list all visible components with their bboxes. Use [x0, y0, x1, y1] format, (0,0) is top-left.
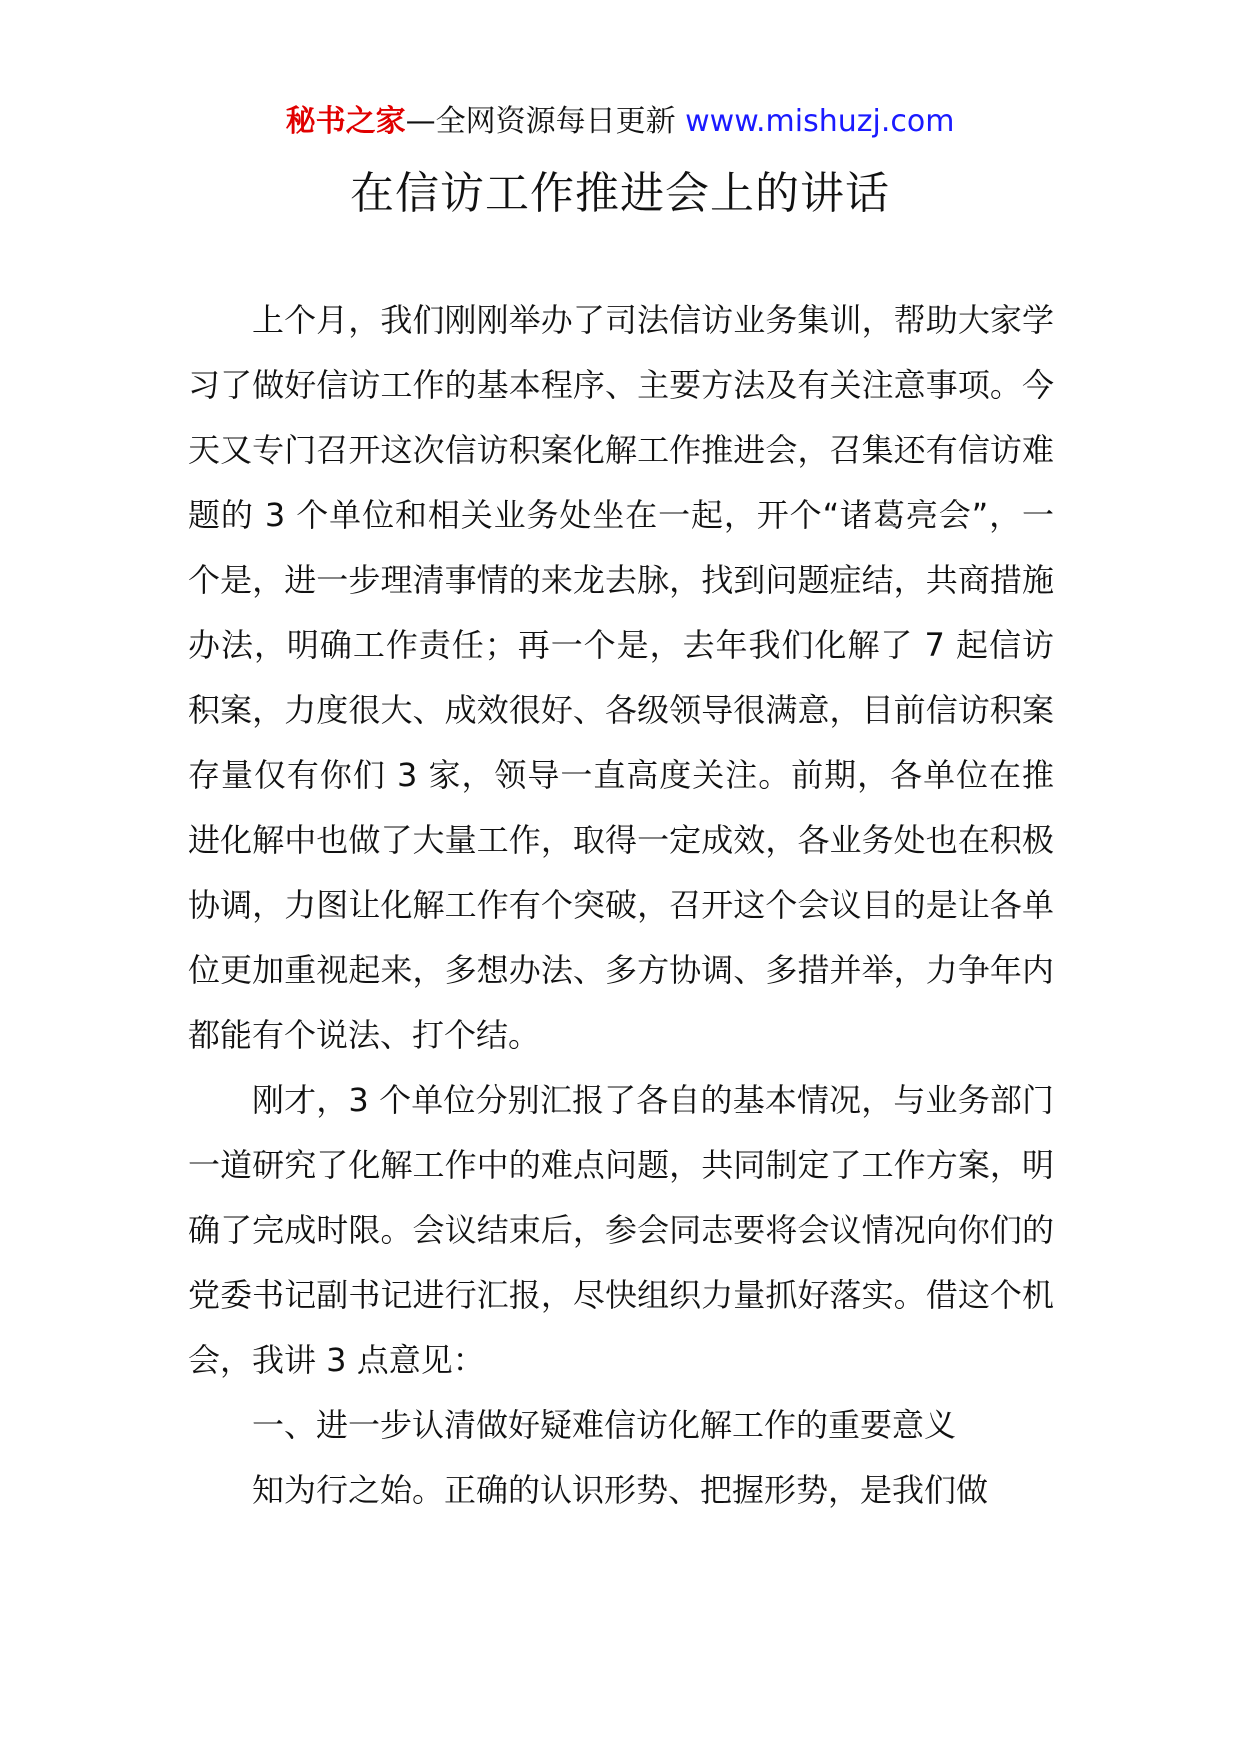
- brand-name: 秘书之家: [285, 104, 406, 139]
- document-body: [188, 288, 1054, 1523]
- body-paragraph-2: 刚才，3 个单位分别汇报了各自的基本情况，与业务部门一道研究了化解工作中的难点问题，共同制定了工作方案，明确了完成时限。会议结束后，参会同志要将会议情况向你们的党委书记副书记进行汇报，尽快组织力量抓好落实。借这个机会，我讲 3 点意见：: [188, 1081, 1054, 1379]
- body-paragraph-1: 上个月，我们刚刚举办了司法信访业务集训，帮助大家学习了做好信访工作的基本程序、主要方法及有关注意事项。今天又专门召开这次信访积案化解工作推进会，召集还有信访难题的 3 个单位和相关业务处坐在一起，开个“诸葛亮会”，一个是，进一步理清事情的来龙去脉，找到问题症结，共商措施办法，明确工作责任；再一个是，去年我们化解了 7 起信访积案，力度很大、成效很好、各级领导很满意，目前信访积案存量仅有你们 3 家，领导一直高度关注。前期，各单位在推进化解中也做了大量工作，取得一定成效，各业务处也在积极协调，力图让化解工作有个突破，召开这个会议目的是让各单位更加重视起来，多想办法、多方协调、多措并举，力争年内都能有个说法、打个结。: [188, 301, 1054, 1054]
- site-url-link[interactable]: www.mishuzj.com: [685, 104, 955, 139]
- document-title: 在信访工作推进会上的讲话: [350, 168, 890, 219]
- body-paragraph-3: 知为行之始。正确的认识形势、把握形势，是我们做: [252, 1471, 989, 1509]
- site-banner: [0, 100, 1240, 144]
- section-heading-1: 一、进一步认清做好疑难信访化解工作的重要意义: [252, 1406, 957, 1444]
- banner-tagline: —全网资源每日更新: [405, 104, 676, 139]
